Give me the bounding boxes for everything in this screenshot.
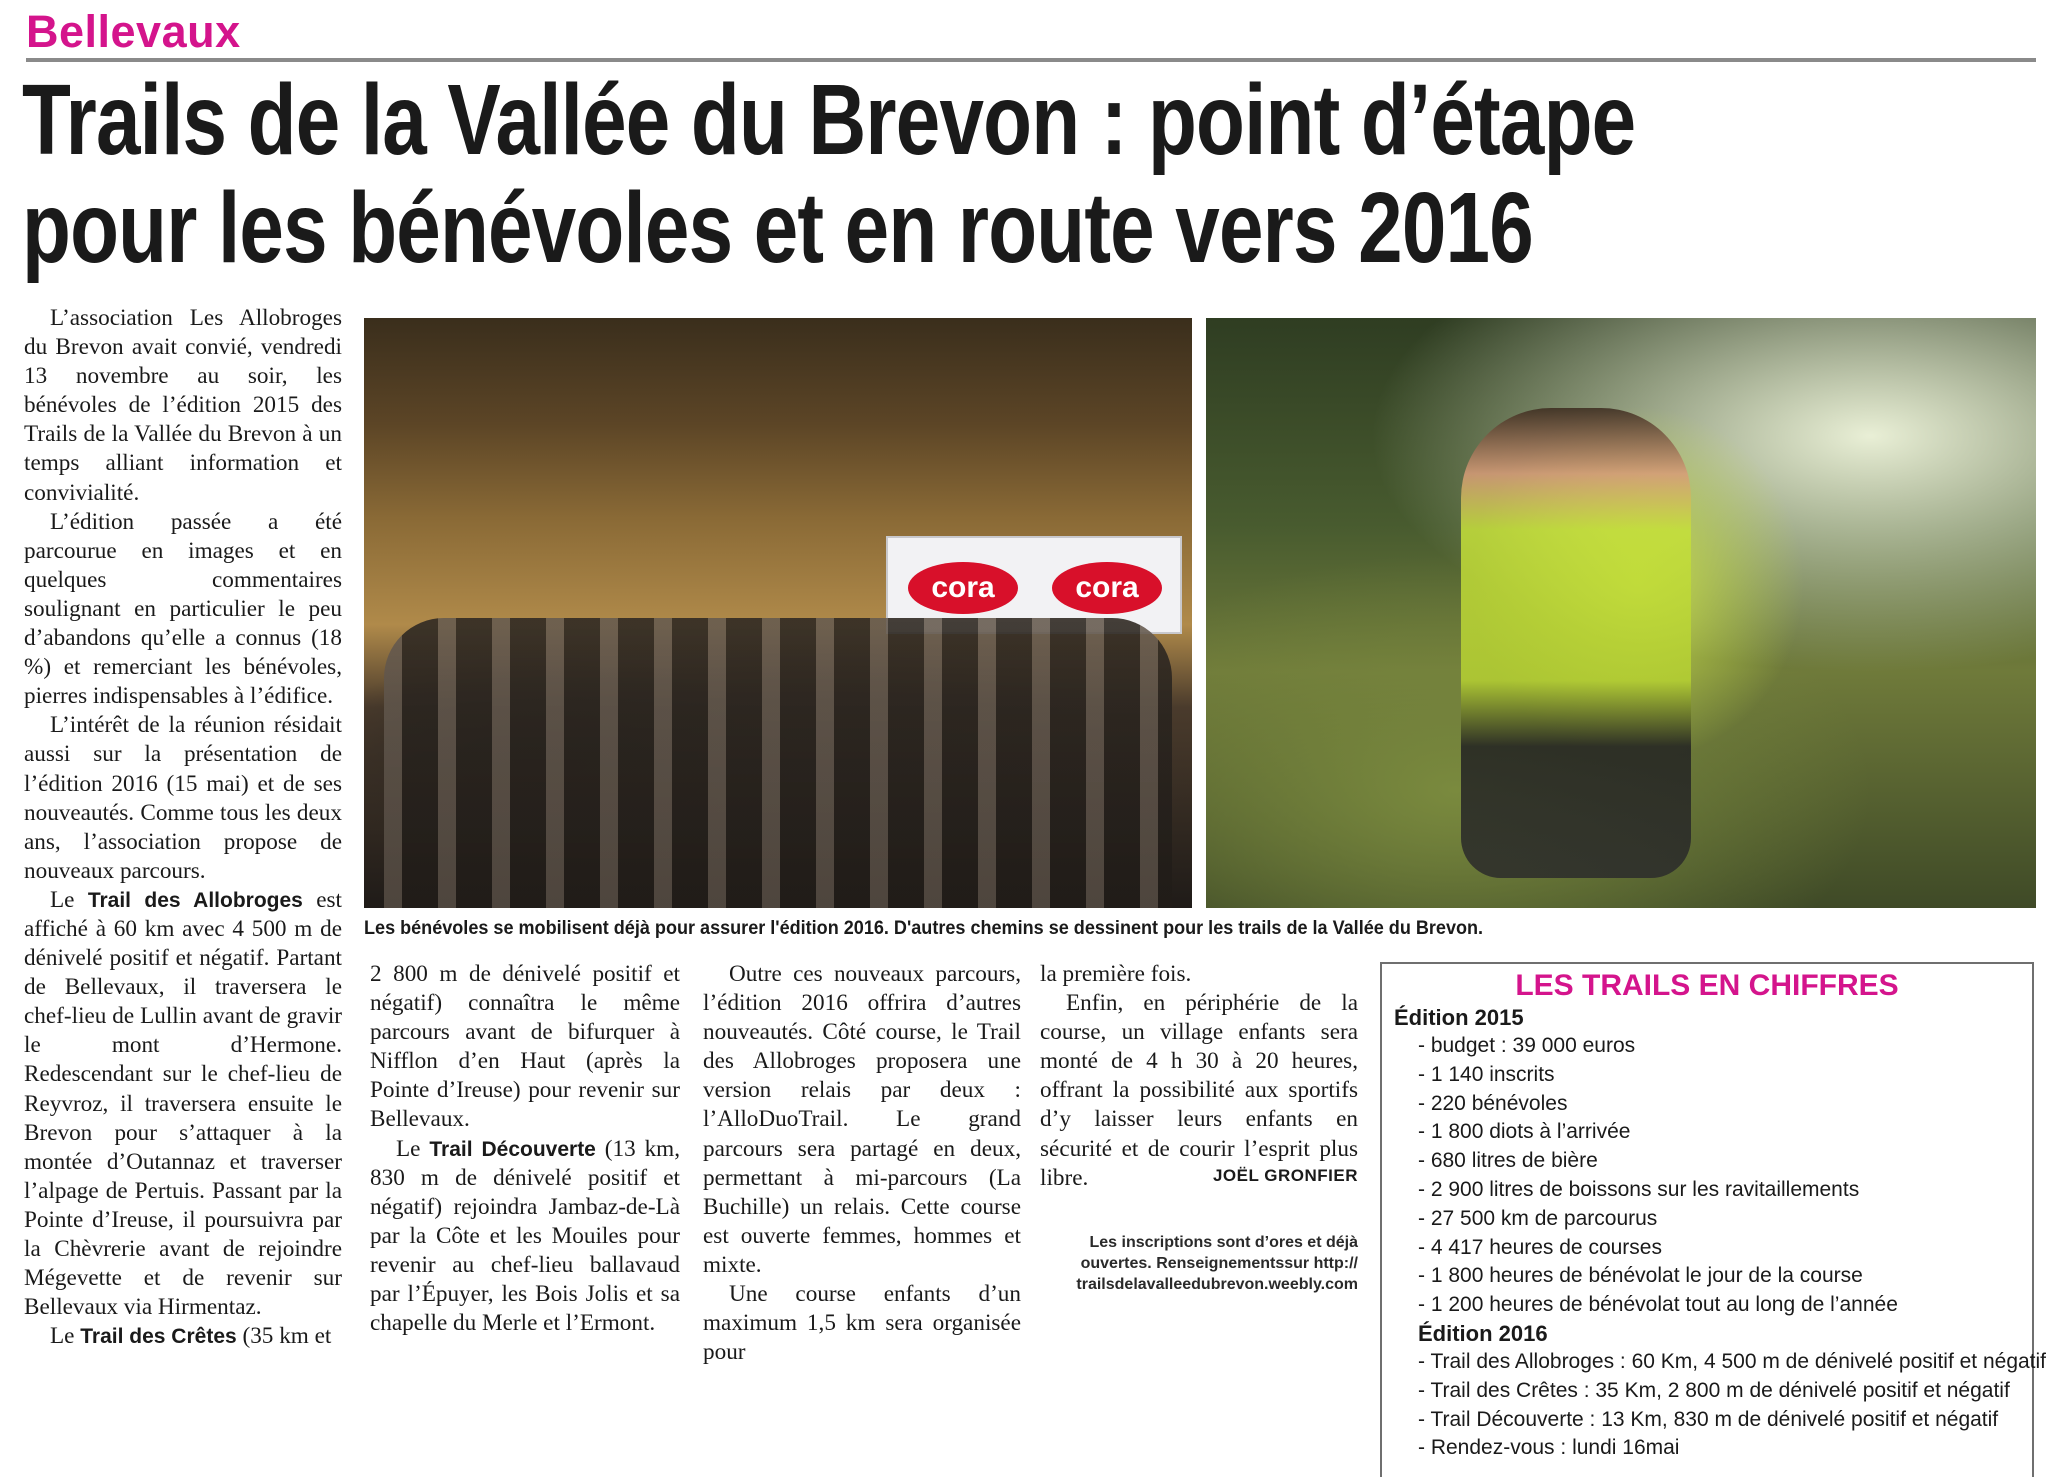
headline-line-1: Trails de la Vallée du Brevon : point d’étape — [22, 64, 1636, 176]
edition-2015-heading: Édition 2015 — [1394, 1005, 1524, 1030]
headline — [22, 64, 1636, 284]
section-rubric: Bellevaux — [26, 6, 241, 57]
trail-name-bold: Trail des Allobroges — [87, 888, 303, 912]
figures-sidebar-box — [1380, 962, 2047, 1477]
info-line: ouvertes. Renseignementssur http:// — [1080, 1255, 1358, 1272]
list-item: - 680 litres de bière — [1418, 1149, 1598, 1173]
trail-name-bold: Trail des Crêtes — [80, 1325, 237, 1349]
volunteers-group-photo — [364, 318, 1192, 908]
paragraph: L’intérêt de la réunion résidait aussi sur la présentation de l’édition 2016 (15 mai) et de ses nouveautés. Comme tous les deux ans, l’association propose de nouveaux parcours. — [24, 712, 342, 884]
header-rule — [26, 58, 2036, 62]
list-item: - 1 800 diots à l’arrivée — [1418, 1120, 1631, 1144]
info-line: Les inscriptions sont d’ores et déjà — [1089, 1234, 1358, 1251]
edition-2016-heading: Édition 2016 — [1418, 1320, 1548, 1346]
text-run: est affiché à 60 km avec 4 500 m de dénivelé positif et négatif. Partant de Bellevaux, il traversera le chef-lieu de Lullin avant de gravir le mont d’Hermone. Redescendant sur le chef-lieu de Reyvroz, il traversera ensuite le Brevon pour s’attaquer à la montée d’Outannaz et traverser l’alpage de Pertuis. Passant par la Pointe d’Ireuse, il poursuivra par la Chèvrerie avant de rejoindre Mégevette et de revenir sur Bellevaux via Hirmentaz. — [24, 886, 342, 1321]
info-url: trailsdelavalleedubrevon.weebly.com — [1076, 1276, 1358, 1293]
list-item: - budget : 39 000 euros — [1418, 1034, 1636, 1057]
paragraph — [24, 1322, 342, 1351]
cora-logo: cora — [1052, 562, 1162, 614]
photo-caption: Les bénévoles se mobilisent déjà pour assurer l'édition 2016. D'autres chemins se dessinent pour les trails de la Vallée du Brevon. — [364, 918, 1484, 939]
author-signature: JOËL GRONFIER — [1212, 1166, 1358, 1185]
list-item: - Trail des Allobroges : 60 Km, 4 500 m de dénivelé positif et négatif — [1418, 1349, 2047, 1373]
article-column-4 — [1040, 960, 1358, 1193]
text-run: Le — [396, 1135, 430, 1162]
text-run: Le — [50, 886, 88, 913]
trail-name-bold: Trail Découverte — [429, 1137, 596, 1161]
trail-runner-photo — [1206, 318, 2036, 908]
list-item: - 1 200 heures de bénévolat tout au long de l’année — [1418, 1293, 1898, 1317]
paragraph: 2 800 m de dénivelé positif et négatif) connaîtra le même parcours avant de bifurquer à Nifflon d’en Haut (après la Pointe d’Ireuse) pour revenir sur Bellevaux. — [370, 961, 680, 1133]
list-item: - 2 900 litres de boissons sur les ravitaillements — [1418, 1177, 1860, 1201]
paragraph — [24, 886, 342, 1322]
list-item: - 4 417 heures de courses — [1418, 1235, 1662, 1259]
list-item: - 27 500 km de parcourus — [1418, 1206, 1658, 1230]
paragraph: la première fois. — [1040, 961, 1192, 987]
paragraph: Une course enfants d’un maximum 1,5 km sera organisée pour — [703, 1281, 1021, 1366]
paragraph: L’édition passée a été parcourue en images et en quelques commentaires soulignant en particulier le peu d’abandons qu’elle a connus (18 %) et remerciant les bénévoles, pierres indispensables à l’édifice. — [24, 508, 342, 710]
list-item: - 220 bénévoles — [1418, 1091, 1568, 1115]
cora-logo: cora — [908, 562, 1018, 614]
list-item: - 1 140 inscrits — [1418, 1062, 1555, 1086]
text-run: Le — [50, 1323, 81, 1350]
crowd-of-volunteers — [384, 618, 1172, 908]
list-item: - 1 800 heures de bénévolat le jour de la course — [1418, 1264, 1863, 1288]
registration-info — [1040, 1232, 1358, 1295]
article-column-3 — [703, 960, 1021, 1367]
runner-figure — [1461, 408, 1691, 878]
headline-line-2: pour les bénévoles et en route vers 2016 — [22, 172, 1533, 284]
list-item: - Trail des Crêtes : 35 Km, 2 800 m de dénivelé positif et négatif — [1418, 1378, 2010, 1402]
article-column-2 — [370, 960, 680, 1338]
text-run: (13 km, 830 m de dénivelé positif et négatif) rejoindra Jambaz-de-Là par la Côte et les Mouiles pour revenir au chef-lieu ballavaud par l’Épuyer, les Bois Jolis et sa chapelle du Merle et l’Ermont. — [370, 1135, 680, 1337]
edition-2015-list — [1382, 1032, 2032, 1320]
paragraph — [370, 1135, 680, 1339]
box-title: LES TRAILS EN CHIFFRES — [1515, 969, 1899, 1002]
list-item: - Rendez-vous : lundi 16mai — [1418, 1436, 1680, 1460]
list-item: - Trail Découverte : 13 Km, 830 m de dénivelé positif et négatif — [1418, 1407, 1999, 1431]
text-run: (35 km et — [236, 1323, 332, 1350]
paragraph: Outre ces nouveaux parcours, l’édition 2016 offrira d’autres nouveautés. Côté course, le Trail des Allobroges proposera une version relais par deux : l’AlloDuoTrail. Le grand parcours sera partagé en deux, permettant à mi-parcours (La Buchille) un relais. Cette course est ouverte femmes, hommes et mixte. — [703, 961, 1021, 1278]
edition-2016-list — [1382, 1348, 2047, 1463]
article-column-1 — [24, 304, 342, 1351]
paragraph: L’association Les Allobroges du Brevon avait convié, vendredi 13 novembre au soir, les bénévoles de l’édition 2015 des Trails de la Vallée du Brevon à un temps alliant information et convivialité. — [24, 305, 342, 506]
paragraph: Enfin, en périphérie de la course, un village enfants sera monté de 4 h 30 à 20 heures, offrant la possibilité aux sportifs d’y laisser leurs enfants en sécurité et de courir l’esprit plus libre. — [1040, 990, 1358, 1191]
